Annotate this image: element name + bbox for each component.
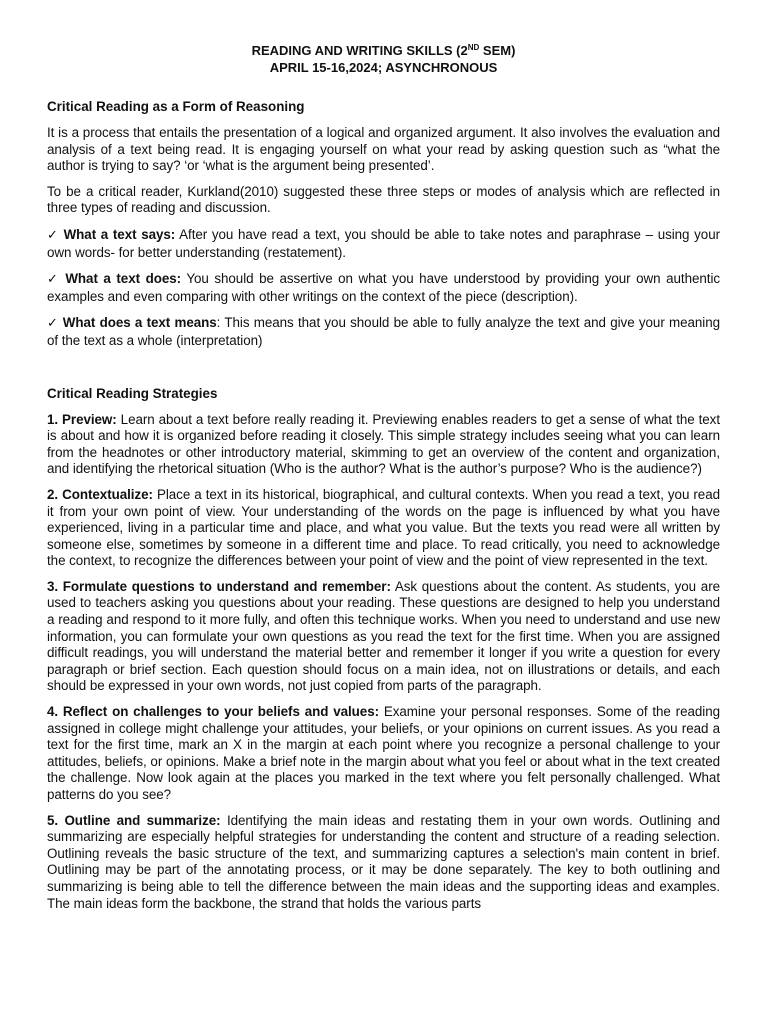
check-item-means <box>47 315 720 349</box>
check-item-does <box>47 271 720 305</box>
strategy-text: Place a text in its historical, biographical, and cultural contexts. When you read a text, you read it from your own point of view. Your understanding of the words on the page is influenced by what you have experienced, living in a particular time and place, and what you value. But the texts you read were all written by someone else, sometimes by someone in a different time and place. To read critically, you need to acknowledge the context, to recognize the differences between your point of view and the point of view represented in the text. <box>47 486 720 569</box>
paragraph-definition: It is a process that entails the presentation of a logical and organized argument. It also involves the evaluation and analysis of a text being read. It is engaging yourself on what your read by asking question such as “what the author is trying to say? ‘or ‘what is the argument being presented’. <box>47 125 720 174</box>
check-item-text: After you have read a text, you should be able to take notes and paraphrase – using your own words- for better understanding (restatement). <box>47 226 721 260</box>
strategy-lead: 3. Formulate questions to understand and remember: <box>47 578 391 594</box>
strategy-formulate-questions <box>47 579 720 695</box>
strategy-reflect <box>47 704 720 804</box>
header-course: READING AND WRITING SKILLS (2 <box>251 43 468 58</box>
check-item-lead: What a text does: <box>65 271 182 287</box>
check-icon: ✓ <box>47 316 59 332</box>
strategy-lead: 5. Outline and summarize: <box>47 812 221 828</box>
document-header <box>47 42 720 76</box>
strategy-contextualize <box>47 487 720 570</box>
section-title-critical-reading: Critical Reading as a Form of Reasoning <box>47 99 305 114</box>
strategy-lead: 2. Contextualize: <box>47 486 153 502</box>
strategy-lead: 1. Preview: <box>47 411 117 427</box>
strategy-lead: 4. Reflect on challenges to your beliefs and values: <box>47 704 380 720</box>
check-item-text: You should be assertive on what you have understood by providing your own authentic examples and even comparing with other writings on the context of the piece (description). <box>47 271 721 304</box>
header-line-1 <box>47 42 720 59</box>
check-icon: ✓ <box>47 272 60 288</box>
check-item-text: : This means that you should be able to fully analyze the text and give your meaning of the text as a whole (interpretation) <box>47 315 721 348</box>
header-sem: SEM) <box>479 43 516 58</box>
strategy-preview <box>47 412 720 478</box>
strategy-text: Identifying the main ideas and restating them in your own words. Outlining and summarizing are especially helpful strategies for understanding the content and structure of a reading selection. Outlining reveals the basic structure of the text, and summarizing captures a selection's main content in brief. Outlining may be part of the annotating process, or it may be done separately. The key to both outlining and summarizing is being able to tell the difference between the main ideas and the supporting ideas and examples. The main ideas form the backbone, the strand that holds the various parts <box>47 812 720 911</box>
header-line-2: APRIL 15-16,2024; ASYNCHRONOUS <box>269 60 498 75</box>
header-superscript: ND <box>467 43 480 52</box>
check-item-lead: What does a text means <box>62 315 217 331</box>
strategy-text: Examine your personal responses. Some of the reading assigned in college might challenge your attitudes, your beliefs, or your opinions on current issues. As you read a text for the first time, mark an X in the margin at each point where you recognize a personal challenge to your attitudes, beliefs, or opinions. Make a brief note in the margin about what you feel or about what in the text created the challenge. Now look again at the places you marked in the text where you felt personally challenged. What patterns do you see? <box>47 704 720 802</box>
strategy-text: Ask questions about the content. As students, you are used to teachers asking you questions about your reading. These questions are designed to help you understand a reading and respond to it more fully, and often this technique works. When you need to understand and use new information, you can formulate your own questions as you read the text for the first time. When you are assigned difficult readings, you will understand the material better and remember it longer if you write a question for every paragraph or brief section. Each question should focus on a main idea, not on illustrations or details, and each should be expressed in your own words, not just copied from parts of the paragraph. <box>47 578 721 694</box>
check-item-lead: What a text says: <box>63 226 176 242</box>
strategy-outline-summarize <box>47 813 720 913</box>
check-icon: ✓ <box>47 227 59 243</box>
section-title-strategies: Critical Reading Strategies <box>47 385 218 401</box>
document-page <box>47 42 720 912</box>
strategy-text: Learn about a text before really reading it. Previewing enables readers to get a sense of what the text is about and how it is organized before reading it closely. This simple strategy includes seeing what you can learn from the headnotes or other introductory material, skimming to get an overview of the content and organization, and identifying the rhetorical situation (Who is the author? What is the author’s purpose? Who is the audience?) <box>47 411 721 477</box>
paragraph-kurkland: To be a critical reader, Kurkland(2010) suggested these three steps or modes of analysis which are reflected in three types of reading and discussion. <box>47 183 720 216</box>
check-item-says <box>47 227 720 261</box>
